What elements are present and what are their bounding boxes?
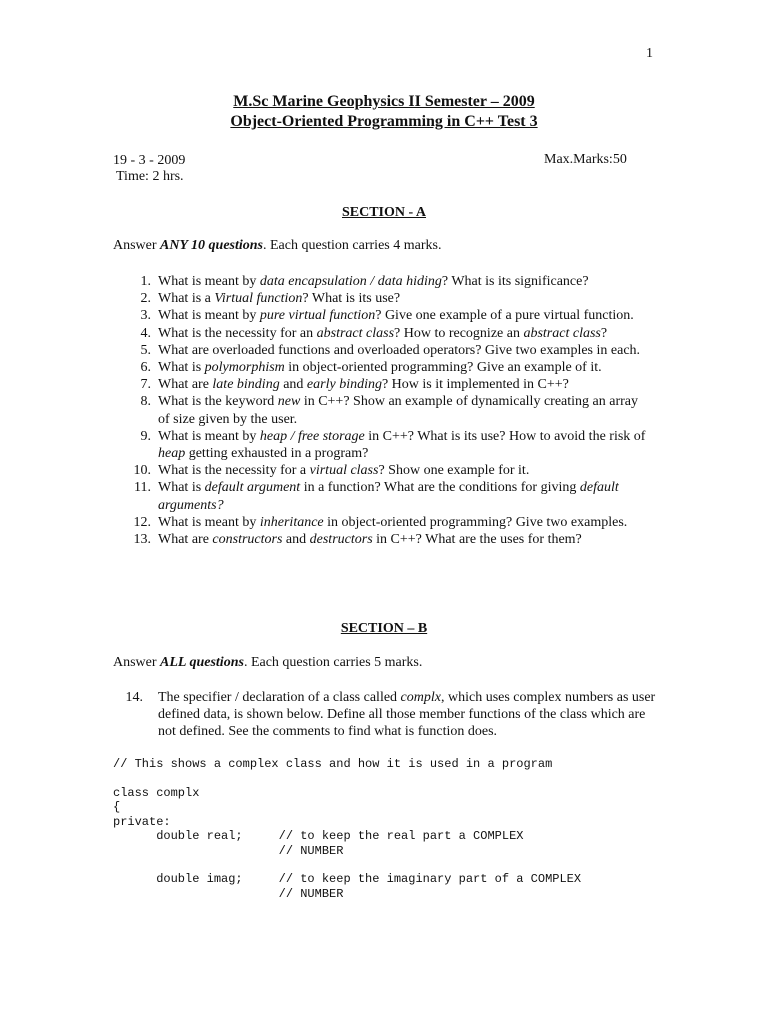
section-b-instruction	[113, 655, 422, 671]
class-name-term: complx	[400, 690, 441, 705]
page-number: 1	[646, 46, 653, 61]
code-line: // NUMBER	[113, 843, 344, 858]
question-number: 7.	[140, 377, 158, 393]
question-number: 5.	[140, 342, 158, 358]
question-text: What is the keyword new in C++? Show an example of dynamically creating an array of size given by the user.	[158, 394, 638, 427]
question-text: What is meant by inheritance in object-oriented programming? Give two examples.	[158, 514, 628, 530]
code-line: {	[113, 800, 121, 815]
key-term: abstract class	[316, 325, 395, 341]
key-term: default arguments?	[158, 480, 619, 513]
key-term: data encapsulation / data hiding	[259, 274, 442, 289]
question-number: 13.	[133, 532, 158, 548]
key-term: late binding	[212, 377, 280, 393]
question-number: 9.	[140, 428, 158, 444]
instruction-suffix: . Each question carries 4 marks.	[263, 238, 442, 253]
question-number: 2.	[140, 291, 158, 307]
code-line: // NUMBER	[113, 886, 344, 901]
question-item	[113, 462, 653, 479]
code-line: double real; // to keep the real part a COMPLEX	[113, 829, 524, 844]
question-text: The specifier / declaration of a class called complx, which uses complex numbers as user defined data, is shown below. Define all those member functions of the class which are not defined. See the comments to find what is function does.	[158, 690, 656, 740]
question-item	[113, 307, 653, 324]
question-item	[113, 514, 653, 531]
key-term: pure virtual function	[259, 308, 376, 324]
question-item	[113, 531, 653, 548]
exam-time: Time: 2 hrs.	[116, 169, 184, 184]
question-number: 12.	[133, 514, 158, 530]
question-item	[113, 290, 653, 307]
key-term: heap	[158, 446, 186, 462]
key-term: new	[277, 394, 301, 410]
question-item	[113, 428, 653, 462]
code-line: double imag; // to keep the imaginary part of a COMPLEX	[113, 872, 582, 887]
key-term: early binding	[306, 377, 382, 393]
instruction-prefix: Answer	[113, 238, 161, 253]
code-line: class complx	[113, 786, 200, 800]
question-number: 3.	[140, 308, 158, 324]
exam-subtitle: Object-Oriented Programming in C++ Test 3	[230, 113, 538, 130]
question-text: What is meant by heap / free storage in C++? What is its use? How to avoid the risk of heap getting exhausted in a program?	[158, 428, 646, 462]
instruction-emphasis: ALL questions	[160, 655, 244, 670]
question-number: 6.	[140, 360, 158, 376]
code-line	[113, 858, 581, 872]
question-text: What is the necessity for a virtual class? Show one example for it.	[158, 463, 530, 479]
question-text: What are late binding and early binding? How is it implemented in C++?	[158, 377, 569, 393]
question-text: What is meant by pure virtual function? Give one example of a pure virtual function.	[158, 308, 634, 324]
question-text: What is a Virtual function? What is its use?	[158, 291, 401, 307]
key-term: virtual class	[309, 463, 379, 479]
question-text: What are constructors and destructors in C++? What are the uses for them?	[158, 532, 582, 548]
question-item	[113, 376, 653, 393]
question-number: 4.	[140, 325, 158, 341]
section-a-instruction	[113, 238, 441, 254]
question-number: 1.	[140, 274, 158, 289]
section-a-question-list	[113, 273, 653, 548]
exam-date: 19 - 3 - 2009	[113, 153, 186, 168]
question-item	[113, 325, 653, 342]
question-text: What is polymorphism in object-oriented programming? Give an example of it.	[158, 360, 602, 376]
key-term: destructors	[309, 532, 373, 548]
question-text: What are overloaded functions and overloaded operators? Give two examples in each.	[158, 342, 641, 358]
exam-title: M.Sc Marine Geophysics II Semester – 2009	[233, 93, 535, 110]
key-term: Virtual function	[214, 291, 303, 307]
code-block	[113, 786, 581, 901]
max-marks: Max.Marks:50	[544, 152, 627, 167]
instruction-emphasis: ANY 10 questions	[160, 238, 263, 253]
question-14	[113, 689, 658, 741]
key-term: constructors	[212, 532, 283, 548]
section-b-heading: SECTION – B	[340, 621, 428, 636]
instruction-suffix: . Each question carries 5 marks.	[243, 655, 423, 670]
question-item	[113, 393, 653, 427]
question-item	[113, 479, 653, 513]
key-term: polymorphism	[204, 360, 285, 376]
key-term: default argument	[204, 480, 301, 496]
instruction-prefix: Answer	[113, 655, 161, 670]
code-line: private:	[113, 814, 171, 829]
question-text: What is meant by data encapsulation / data hiding? What is its significance?	[158, 274, 589, 289]
question-number: 8.	[140, 394, 158, 410]
question-item	[113, 342, 653, 359]
question-item	[113, 273, 653, 290]
code-comment: // This shows a complex class and how it is used in a program	[113, 757, 553, 771]
question-number: 11.	[134, 480, 158, 496]
question-text: What is the necessity for an abstract class? How to recognize an abstract class?	[158, 325, 608, 341]
key-term: inheritance	[259, 514, 324, 530]
key-term: heap / free storage	[259, 428, 365, 444]
key-term: abstract class	[523, 325, 601, 341]
question-number: 14.	[125, 690, 143, 705]
question-number: 10.	[133, 463, 158, 479]
question-text: What is default argument in a function? What are the conditions for giving default arguments?	[158, 480, 619, 513]
question-item	[113, 359, 653, 376]
section-a-heading: SECTION - A	[341, 205, 427, 220]
